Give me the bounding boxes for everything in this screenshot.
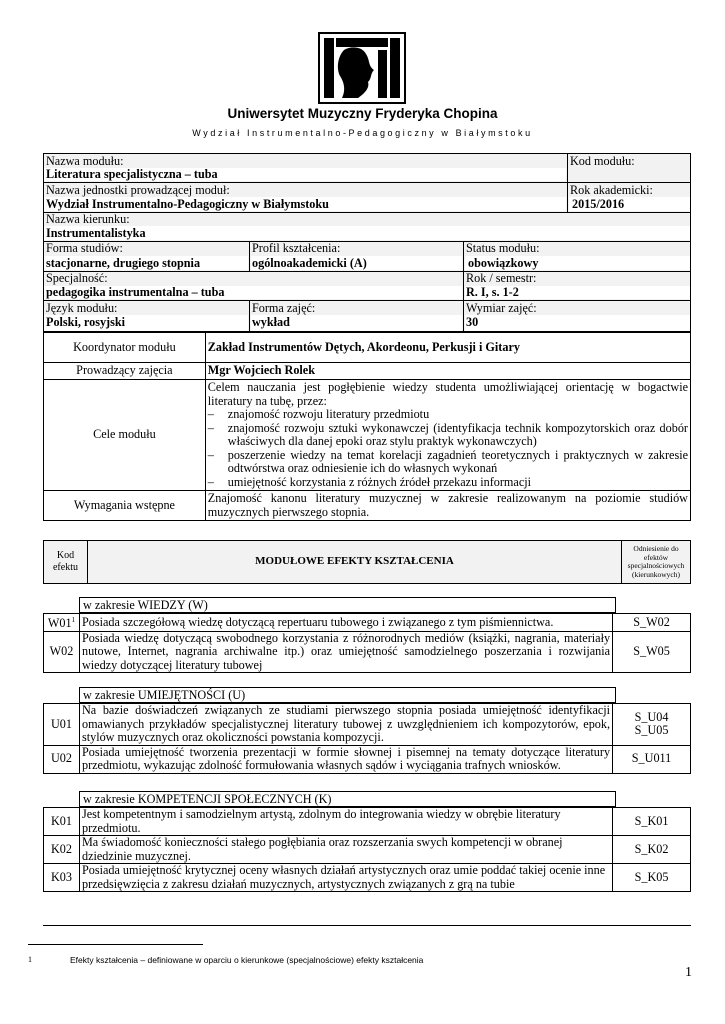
effect-ref: S_K05 [613, 864, 691, 892]
effect-code: K03 [44, 864, 80, 892]
knowledge-table [43, 613, 691, 673]
profile-label: Profil kształcenia: [252, 241, 341, 255]
competences-table [43, 807, 691, 892]
goals-cell [205, 380, 690, 491]
class-form-value: wykład [252, 315, 290, 329]
effect-code-header: Kod efektu [44, 541, 88, 584]
effects-header [43, 540, 691, 584]
year-label: Rok akademicki: [570, 183, 653, 197]
competences-title: w zakresie KOMPETENCJI SPOŁECZNYCH (K) [83, 792, 332, 806]
skills-title: w zakresie UMIEJĘTNOŚCI (U) [83, 688, 246, 702]
status-value: obowiązkowy [468, 256, 539, 270]
module-name-label: Nazwa modułu: [46, 154, 124, 168]
class-form-label: Forma zajęć: [252, 301, 316, 315]
goals-label: Cele modułu [44, 380, 206, 491]
form-label: Forma studiów: [46, 241, 123, 255]
semester-value: R. I, s. 1-2 [466, 285, 519, 299]
reference-header: Odniesienie do efektów specjalnościowych (kierunkowych) [622, 541, 691, 584]
goal-item: – znajomość rozwoju sztuki wykonawczej (identyfikacja technik kompozytorskich oraz dobór właściwych dla danej epoki oraz stylu praktyk wykonawczych) [208, 422, 688, 449]
hours-value: 30 [466, 315, 479, 329]
goal-item: – znajomość rozwoju literatury przedmiotu [208, 408, 688, 422]
effect-ref: S_W05 [613, 631, 691, 673]
field-value: Instrumentalistyka [46, 226, 146, 240]
effect-ref: S_W02 [613, 614, 691, 632]
effect-ref: S_K01 [613, 808, 691, 836]
coordinator-value: Zakład Instrumentów Dętych, Akordeonu, Perkusji i Gitary [205, 333, 690, 363]
university-name: Uniwersytet Muzyczny Fryderyka Chopina [227, 106, 498, 121]
language-value: Polski, rosyjski [46, 315, 126, 329]
goal-item: – poszerzenie wiedzy na temat korelacji zagadnień teoretycznych i praktycznych w zakresie odtwórstwa oraz odniesienie ich do własnych wykonań [208, 449, 688, 476]
effect-ref: S_K02 [613, 836, 691, 864]
effect-ref: S_U04 S_U05 [613, 704, 691, 746]
skills-section-title [79, 687, 616, 703]
effect-code: U02 [44, 745, 80, 773]
footnote-number: 1 [28, 955, 32, 964]
competences-section-title [79, 791, 616, 807]
profile-value: ogólnoakademicki (A) [252, 256, 367, 270]
effect-ref: S_U011 [613, 745, 691, 773]
effect-code: $W01^1$ [44, 614, 80, 632]
language-label: Język modułu: [46, 301, 118, 315]
effect-text: Posiada szczegółową wiedzę dotyczącą repertuaru tubowego i związanego z tym piśmiennictwa. [79, 614, 612, 632]
effect-text: Jest kompetentnym i samodzielnym artystą, zdolnym do integrowania wiedzy w obrębie literatury przedmiotu. [79, 808, 612, 836]
effect-code: W02 [44, 631, 80, 673]
effect-code: K01 [44, 808, 80, 836]
requirements-label: Wymagania wstępne [44, 491, 206, 521]
effect-text: Posiada wiedzę dotyczącą swobodnego korzystania z różnorodnych mediów (książki, nagrania, materiały nutowe, Internet, nagrania archiwalne itp.) oraz umiejętność samodzielnego poszerzania i rozwijania wiedzy dotyczącej literatury tubowej [79, 631, 612, 673]
knowledge-title: w zakresie WIEDZY (W) [83, 598, 208, 612]
unit-value: Wydział Instrumentalno-Pedagogiczny w Białymstoku [46, 197, 329, 211]
form-value: stacjonarne, drugiego stopnia [46, 256, 201, 270]
module-code-label: Kod modułu: [570, 154, 635, 168]
specialty-value: pedagogika instrumentalna – tuba [46, 285, 225, 299]
bottom-rule [43, 925, 691, 926]
knowledge-section-title [79, 597, 616, 613]
field-label: Nazwa kierunku: [46, 212, 130, 226]
effects-title: MODUŁOWE EFEKTY KSZTAŁCENIA [87, 541, 621, 584]
goals-intro: Celem nauczania jest pogłębienie wiedzy studenta umożliwiającej orientację w bogactwie literatury na tubę, przez: [207, 380, 688, 408]
goals-list [208, 408, 688, 489]
effect-text: Posiada umiejętność tworzenia prezentacji w formie słownej i pisemnej na tematy dotyczące literatury przedmiotu, wykazując zdolność formułowania własnych sądów i wyciągania trafnych wniosków. [79, 745, 612, 773]
unit-label: Nazwa jednostki prowadzącej moduł: [46, 183, 230, 197]
department-name: Wydział Instrumentalno-Pedagogiczny w Białymstoku [192, 128, 533, 138]
requirements-value: Znajomość kanonu literatury muzycznej w zakresie realizowanym na poziomie studiów muzycznych pierwszego stopnia. [205, 491, 690, 521]
footnote-text: Efekty kształcenia – definiowane w oparciu o kierunkowe (specjalnościowe) efekty kształcenia [70, 955, 424, 965]
effect-text: Na bazie doświadczeń związanych ze studiami pierwszego stopnia posiada umiejętność identyfikacji omawianych przykładów specjalistycznej literatury tubowej z uwzględnieniem ich kompozytorów, epok, stylów muzycznych oraz okoliczności powstania kompozycji. [79, 704, 612, 746]
goal-item: – umiejętność korzystania z różnych źródeł przekazu informacji [208, 476, 688, 490]
teacher-label: Prowadzący zajęcia [44, 363, 206, 380]
details-table [43, 332, 691, 521]
page-number: 1 [685, 965, 692, 980]
status-label: Status modułu: [466, 241, 540, 255]
effect-text: Ma świadomość konieczności stałego pogłębiania oraz rozszerzania swych kompetencji w obranej dziedzinie muzycznej. [79, 836, 612, 864]
semester-label: Rok / semestr: [466, 271, 537, 285]
footnote-separator [28, 944, 203, 945]
university-logo [318, 32, 406, 104]
teacher-value: Mgr Wojciech Rolek [205, 363, 690, 380]
effect-code: K02 [44, 836, 80, 864]
effect-code: U01 [44, 704, 80, 746]
effect-text: Posiada umiejętność krytycznej oceny własnych działań artystycznych oraz umie poddać takiej ocenie inne przedsięwzięcia z zakresu działań muzycznych, artystycznych związanych z grą na tubie [79, 864, 612, 892]
coordinator-label: Koordynator modułu [44, 333, 206, 363]
skills-table [43, 703, 691, 774]
hours-label: Wymiar zajęć: [466, 301, 537, 315]
module-name: Literatura specjalistyczna – tuba [46, 167, 218, 181]
year-value: 2015/2016 [572, 197, 625, 211]
specialty-label: Specjalność: [46, 271, 108, 285]
